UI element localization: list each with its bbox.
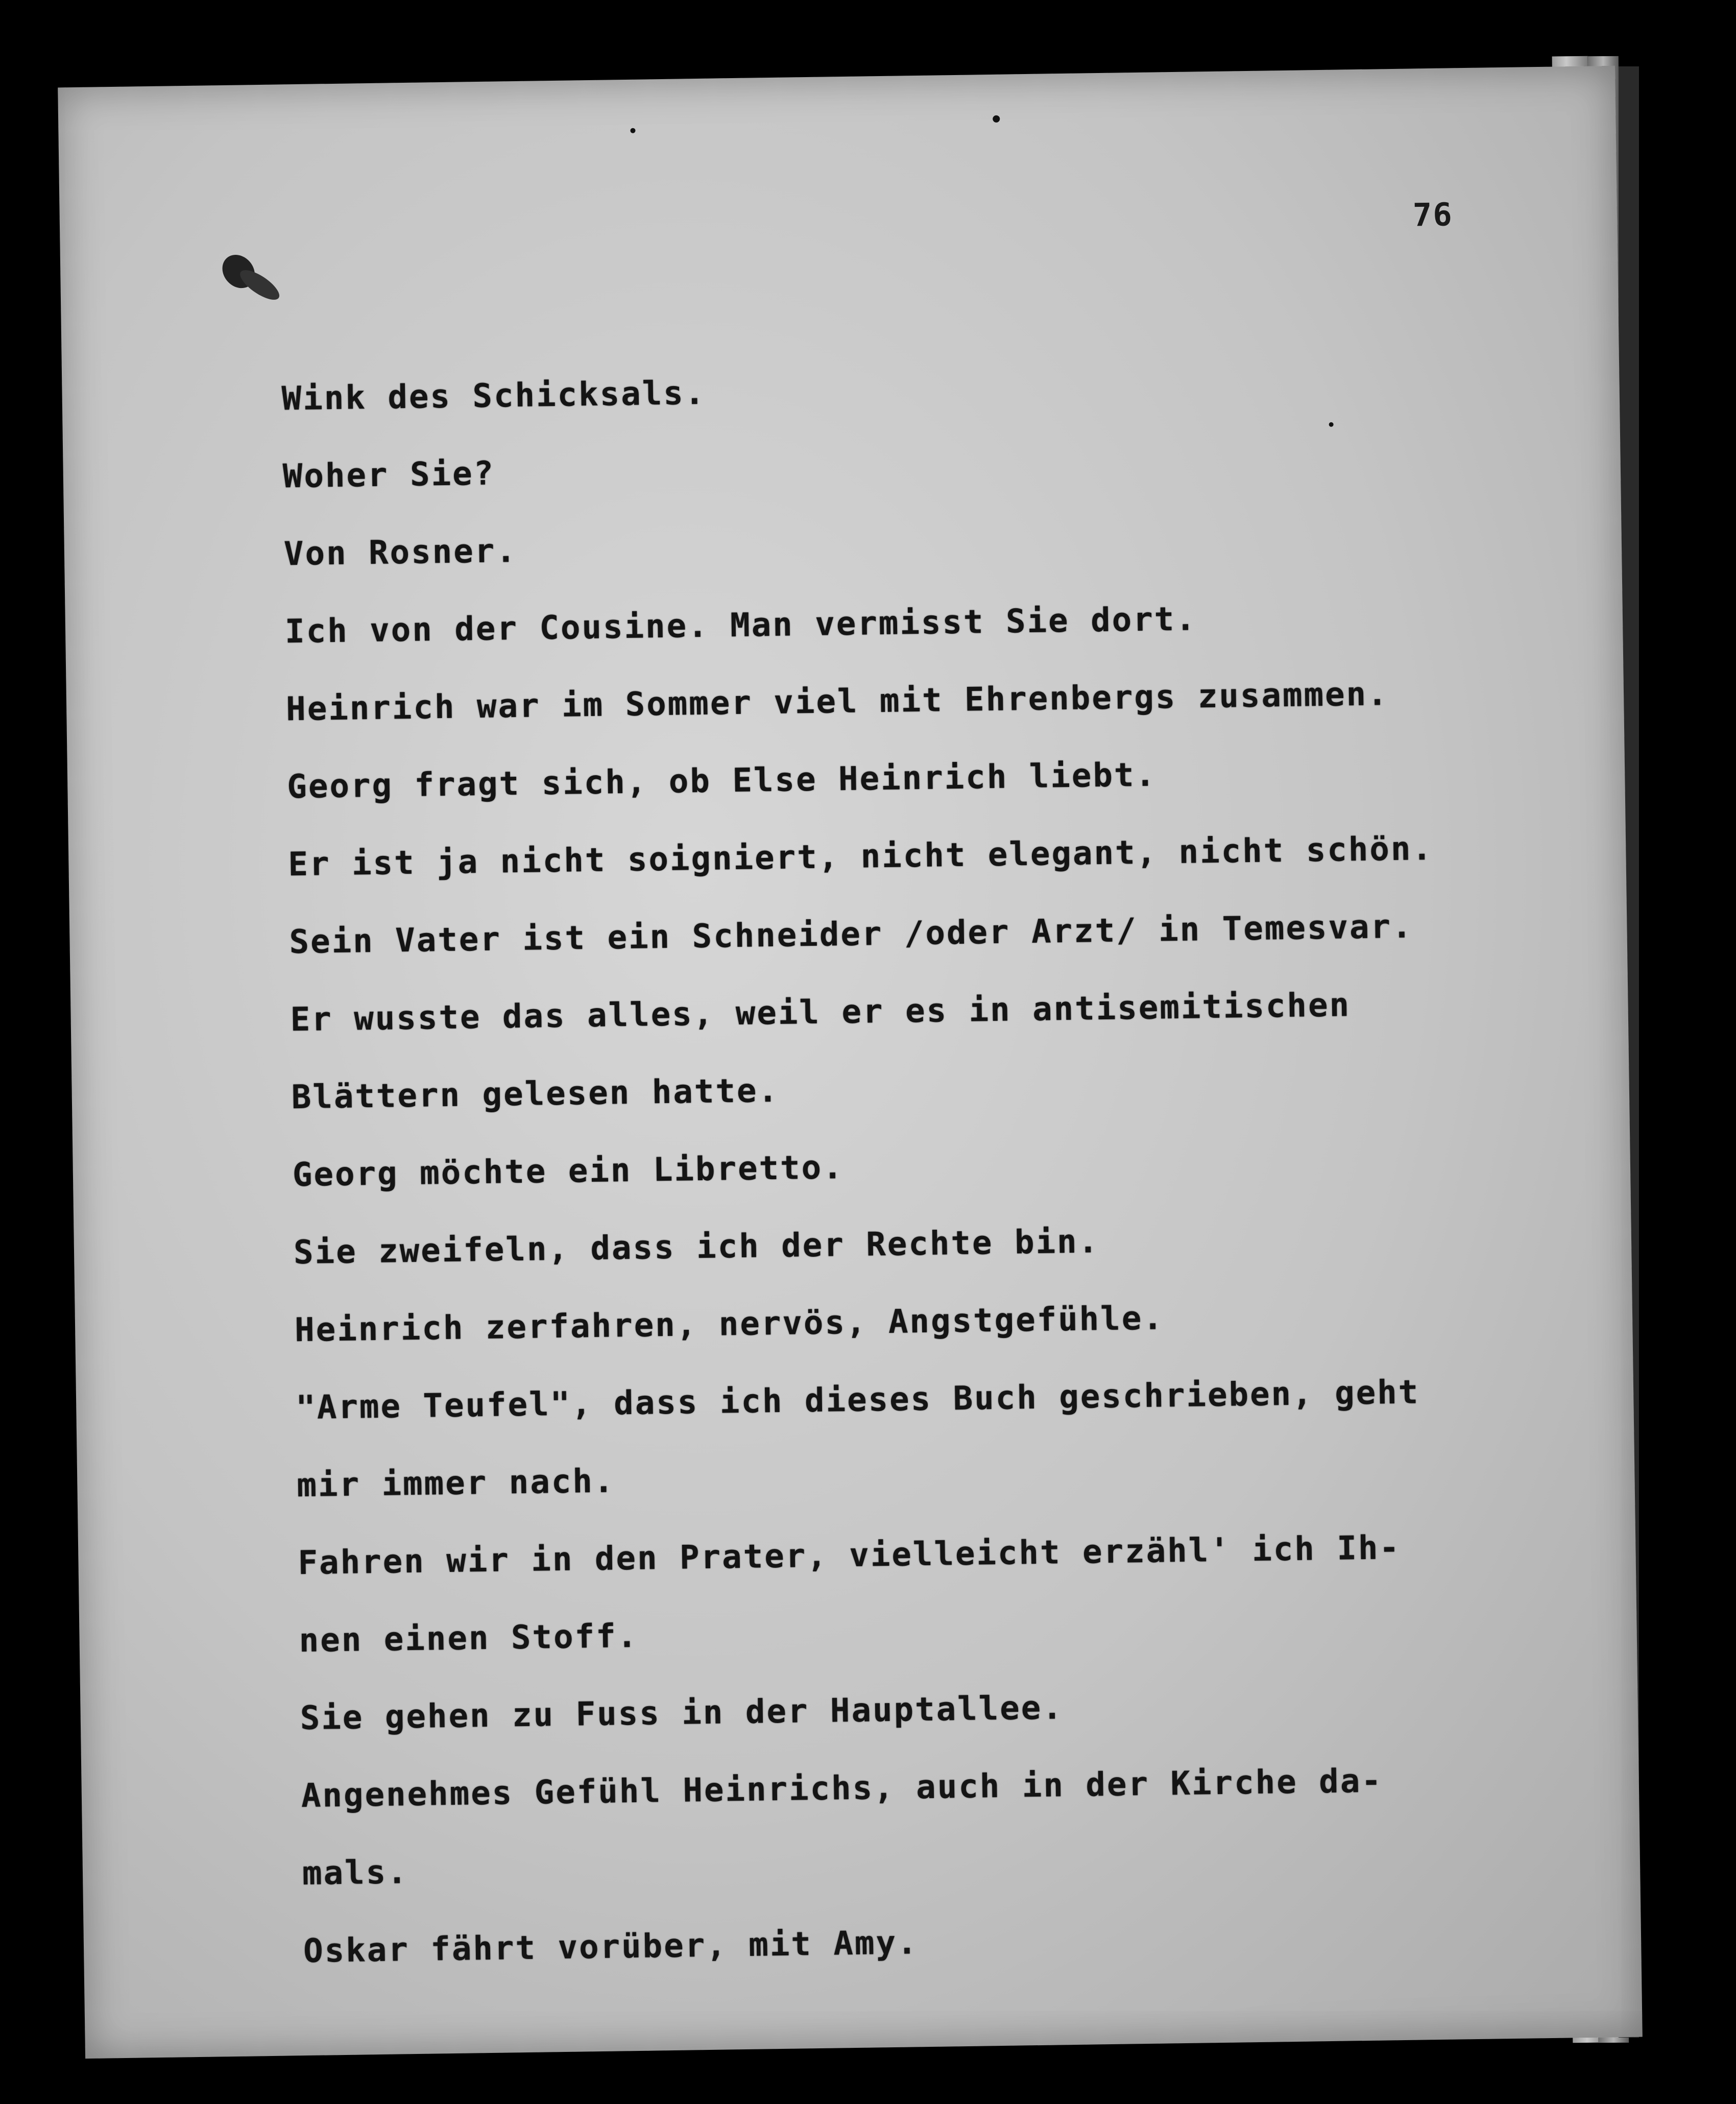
typed-text-block bbox=[281, 342, 1631, 1990]
text-line: Er wusste das alles, weil er es in antisemitischen bbox=[290, 986, 1351, 1039]
text-line: Georg fragt sich, ob Else Heinrich liebt. bbox=[286, 756, 1157, 806]
text-line: Sie zweifeln, dass ich der Rechte bin. bbox=[293, 1223, 1100, 1272]
text-line: Oskar fährt vorüber, mit Amy. bbox=[303, 1924, 919, 1971]
text-line: Sie gehen zu Fuss in der Hauptallee. bbox=[300, 1689, 1064, 1738]
text-line: Er ist ja nicht soigniert, nicht elegant, nicht schön. bbox=[287, 830, 1434, 884]
ink-speck bbox=[993, 115, 1000, 123]
text-line: Sein Vater ist ein Schneider /oder Arzt/ in Temesvar. bbox=[289, 907, 1414, 962]
text-line: Wink des Schicksals. bbox=[281, 374, 706, 418]
text-line: Blättern gelesen hatte. bbox=[291, 1071, 780, 1117]
text-line: mir immer nach. bbox=[296, 1462, 615, 1505]
text-line: Woher Sie? bbox=[282, 455, 495, 496]
text-line: Heinrich zerfahren, nervös, Angstgefühle. bbox=[294, 1299, 1165, 1350]
text-line: mals. bbox=[302, 1853, 409, 1893]
text-line: Von Rosner. bbox=[283, 532, 518, 573]
typewritten-page bbox=[58, 66, 1643, 2059]
text-line: Angenehmes Gefühl Heinrichs, auch in der Kirche da- bbox=[301, 1762, 1383, 1815]
text-line: "Arme Teufel", dass ich dieses Buch geschrieben, geht bbox=[295, 1373, 1420, 1427]
text-line: Ich von der Cousine. Man vermisst Sie dort. bbox=[284, 600, 1197, 651]
text-line: Georg möchte ein Libretto. bbox=[292, 1149, 845, 1194]
text-line: nen einen Stoff. bbox=[299, 1617, 639, 1660]
text-line: Heinrich war im Sommer viel mit Ehrenbergs zusammen. bbox=[285, 675, 1389, 729]
ink-speck bbox=[630, 128, 635, 133]
page-number: 76 bbox=[1412, 196, 1454, 234]
text-line: Fahren wir in den Prater, vielleicht erzähl' ich Ih- bbox=[298, 1529, 1401, 1583]
